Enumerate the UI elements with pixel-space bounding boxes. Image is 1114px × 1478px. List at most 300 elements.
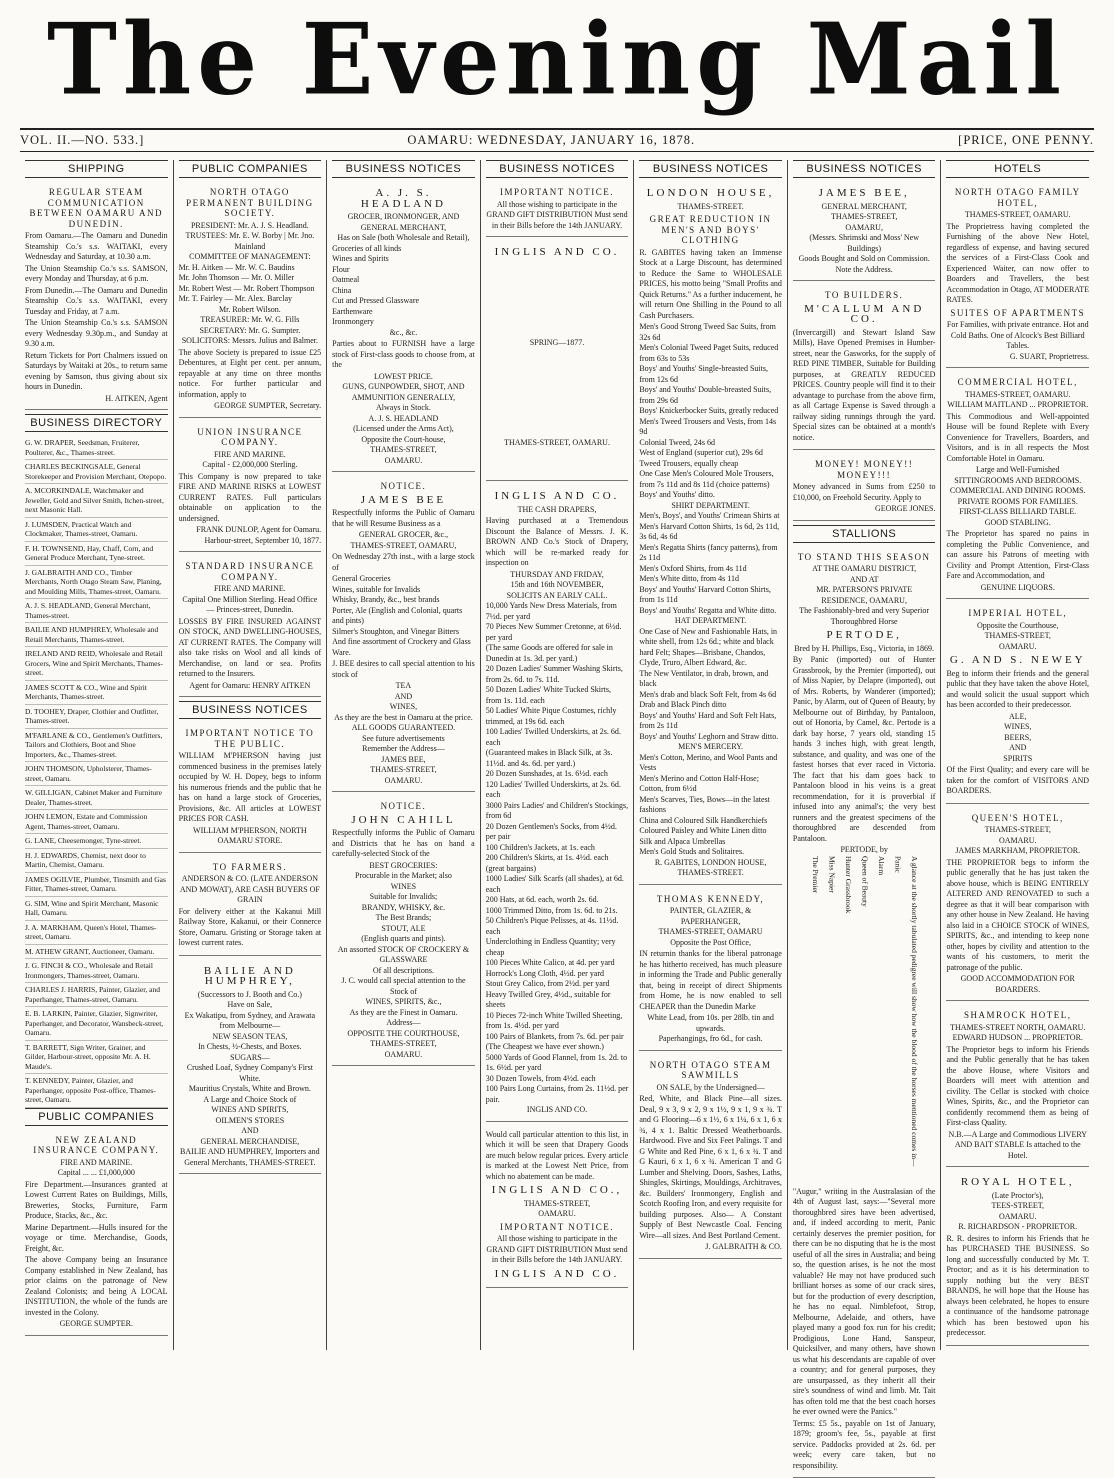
ad-address: THAMES-STREET, OAMARU [639,927,782,938]
ad-title: A. J. S. HEADLAND [332,188,475,209]
inglis-drapers-ad [486,485,629,1122]
ad-signature: GENUINE LIQUORS. [946,583,1089,594]
ad-item: Men's drab and black Soft Felt, from 4s 6d [639,690,782,701]
ad-subtitle: (Successors to J. Booth and Co.) [179,990,322,1001]
ad-line: Mr. H. Aitken — Mr. W. C. Baudins [179,263,322,274]
ad-tail: Of the First Quality; and every care will be taken for the comfort of VISITORS AND BOARDERS. [946,765,1089,797]
ad-item: Men's Oxford Shirts, from 4s 11d [639,564,782,575]
directory-entry: J. A. MARKHAM, Queen's Hotel, Thames-street, Oamaru. [25,921,168,945]
ad-line: Paperhangings, fro 6d., for cash. [639,1034,782,1045]
ad-subtitle: THE CASH DRAPERS, [486,505,629,516]
ad-line: The Best Brands; [332,913,475,924]
ad-body: Having purchased at a Tremendous Discount the Balance of Messrs. J. K. BROWN AND Co.'s Stock of Drapery, which will be re-marked ready for inspection on [486,516,629,569]
ad-line: Opposite the Court-house, [332,435,475,446]
ad-line: OILMEN'S STORES [179,1116,322,1127]
ad-body: This Commodious and Well-appointed House will be found Replete with Every Convenience for Travellers, Boarders, and Visitors, and is in all respects the Most Comfortable Hotel in Oamaru. [946,412,1089,465]
ad-item: Horrock's Long Cloth, 4½d. per yard [486,969,629,980]
ad-capital: Capital One Million Sterling. Head Office — Princes-street, Dunedin. [179,595,322,616]
ad-item: 50 Ladies' White Pique Costumes, richly trimmed, at 19s 6d. each [486,706,629,727]
ad-item: SHIRT DEPARTMENT. [639,501,782,512]
ad-title: TO FARMERS. [179,862,322,873]
ad-title: COMMERCIAL HOTEL, [946,377,1089,388]
ad-line: Of all descriptions. [332,966,475,977]
ad-body: Beg to inform their friends and the general public that they have taken the above Hotel, and would solicit the usual support which has been accorded to their predecessor. [946,669,1089,711]
directory-entry: J. G. FINCH & CO., Wholesale and Retail Ironmongers, Thames-street, Oamaru. [25,959,168,983]
ad-season: SPRING—1877. [486,338,629,349]
ad-title: JAMES BEE, [793,188,936,199]
ad-item: 50 Children's Pique Pelisses, at 4s. 11½d. each [486,916,629,937]
directory-entry: D. TOOHEY, Draper, Clothier and Outfitter, Thames-street. [25,705,168,729]
ad-line: Oatmeal [332,275,475,286]
farmers-ad [179,857,322,956]
pedigree-entry: Alarm [875,856,886,1186]
mpherson-ad [179,723,322,853]
ad-body: Money advanced in Sums from £250 to £10,000, on Freehold Security. Apply to [793,482,936,503]
ad-item: (The same Goods are offered for sale in Dunedin at 1s. 3d. per yard.) [486,643,629,664]
ad-line: THAMES-STREET, [332,765,475,776]
imperial-hotel-ad [946,603,1089,804]
shamrock-hotel-ad [946,1005,1089,1167]
ad-firm: G. AND S. NEWEY [946,655,1089,666]
directory-entry: T. BARRETT, Sign Writer, Grainer, and Gilder, Harbour-street, opposite Mr. A. H. Maude's. [25,1041,168,1075]
ad-line: A Large and Choice Stock of [179,1095,322,1106]
ad-item: Boys' and Youths' Hard and Soft Felt Hats, from 2s 11d [639,711,782,732]
ad-body: This Company is now prepared to take FIRE AND MARINE RISKS at LOWEST CURRENT RATES. Full particulars obtainable on application to the undersigned. [179,472,322,525]
ad-address: THAMES-STREET, [946,825,1089,836]
ad-item: 1000 Ladies' Silk Scarfs (all shades), at 6d. each [486,874,629,895]
ad-line: Respectfully informs the Public of Oamaru and Districts that he has on hand a carefully-selected Stock of the [332,828,475,860]
ad-item: 1000 Trimmed Ditto, from 1s. 6d. to 21s. [486,906,629,917]
ad-signature: OAMARU. [332,456,475,467]
column-2 [174,160,328,1350]
ad-body: By Panic (imported) out of Hunter Grassbrook, by the Premier (imported), out of Miss Napier, by Delapre (imported), out of Mrs. Roberts, by Wanderer (imported); Panic, by Alarm, out of Queen of Beauty, by Melbourne out of Birthday, by Pantaloon, out of Honoria, by Camel, &c. Pertode is a dark bay horse, 7 years old, standing 15 hands 3 inches high, with great length, substance, and quality, and was one of the fastest horses that ever raced in Victoria. The fact that his dam goes back to Pantaloon blood in his veins is a great recommendation, for it is proverbial if infused into any animal's; the very best runners and the greatest specimens of the thoroughbred are descended from Pantaloon. [793,655,936,844]
ad-line: General Groceries [332,574,475,585]
ad-signature: BAILIE AND HUMPHREY, Importers and General Merchants, THAMES-STREET. [179,1147,322,1168]
ad-item: 100 Children's Jackets, at 1s. each [486,843,629,854]
ad-item: Men's Regatta Shirts (fancy patterns), from 2s 11d [639,543,782,564]
column-1 [20,160,174,1350]
section-heading: BUSINESS NOTICES [639,160,782,178]
ad-quote: "Augur," writing in the Australasian of the 4th of August last, says:—"Several more thoroughbred sires have been advertised, and, if indeed according to merit, Panic certainly deserves the premier position, for there can be no disputing that he is the most useful of all the sires in Australia; and being so, the question arises, is he not the most valuable? He may not have produced such brilliant horses as some of our crack sires, but for the production of every description, he has no equal. Nimblefoot, Strop, Melbourne, Adelaide, and others, have played many a good fox run for his credit; Prodigious, Lone Hand, Sanspeur, Quicksilver, and many others, have shown us what his descendants are capable of over a country; and for general purposes, they are unsurpassed, as they inherit all their sire's soundness of wind and limb. Mr. Tait has often told me that the best coach horses he ever owned were the Panics." [793,1187,936,1418]
bee-ad [332,476,475,792]
ad-address: THAMES-STREET, OAMARU. [946,210,1089,221]
directory-entry: JAMES OGILVIE, Plumber, Tinsmith and Gas Fitter, Thames-street, Oamaru. [25,873,168,897]
ad-item: China and Coloured Silk Handkerchiefs [639,816,782,827]
building-society-ad [179,182,322,418]
ad-item: Men's Harvard Cotton Shirts, 1s 6d, 2s 11d, 3s 6d, 4s 6d [639,522,782,543]
ad-line: AT THE OAMARU DISTRICT, [793,564,936,575]
section-heading: PUBLIC COMPANIES [25,1108,168,1126]
ad-signature: G. SUART, Proprietress. [946,352,1089,363]
ad-line: Crushed Loaf, Sydney Company's First White. [179,1063,322,1084]
ad-title: INGLIS AND CO. [486,491,629,502]
directory-entry: J. LUMSDEN, Practical Watch and Clockmaker, Thames-street, Oamaru. [25,518,168,542]
sawmills-ad [639,1055,782,1259]
ad-item: 120 Ladies' Twilled Underskirts, at 2s. 6d. each [486,780,629,801]
ad-signature: GEORGE JONES. [793,504,936,515]
ad-signature: OAMARU. [332,1050,475,1061]
ad-line: Remember the Address— [332,744,475,755]
money-ad [793,454,936,521]
ad-item: Stout Grey Calico, from 2½d. per yard [486,979,629,990]
directory-entry: M. ATHEW GRANT, Auctioneer, Oamaru. [25,945,168,960]
columns [20,160,1094,1350]
directory-entry: CHARLES J. HARRIS, Painter, Glazier, and Paperhanger, Thames-street, Oamaru. [25,983,168,1007]
ad-title: TO BUILDERS. [793,290,936,301]
pedigree-entry: A glance at the shortly tabulated pedigree will show how the blood of the horses mentioned comes in— [908,856,919,1186]
masthead [0,0,1114,120]
ad-item: 30 Dozen Towels, from 4½d. each [486,1074,629,1085]
ad-line: PRESIDENT: Mr. A. J. S. Headland. [179,221,322,232]
ad-line: Whisky, Brandy, &c., best brands [332,595,475,606]
ad-item: 10 Pieces 72-inch White Twilled Sheeting, from 1s. 4½d. per yard [486,1011,629,1032]
ad-item: AND [946,743,1089,754]
directory-entry: M'FARLANE & CO., Gentlemen's Outfitters, Tailors and Clothiers, Boot and Shoe Importers, &c., Thames-street. [25,729,168,763]
ad-line: (Late Proctor's), [946,1191,1089,1202]
ad-item: 200 Hats, at 6d. each, worth 2s. 6d. [486,895,629,906]
ad-item: HAT DEPARTMENT. [639,616,782,627]
directory-entry: F. H. TOWNSEND, Hay, Chaff, Corn, and General Produce Merchant, Tyne-street. [25,542,168,566]
section-heading: STALLIONS [793,525,936,543]
ad-signature: J. GALBRAITH & CO. [639,1242,782,1253]
ad-firm: M'CALLUM AND CO. [793,304,936,325]
ad-item: 20 Dozen Sunshades, at 1s. 6½d. each [486,769,629,780]
ad-line: OAMARU, [793,223,936,234]
pedigree-entry: Panic [892,856,903,1186]
ad-line: On Wednesday 27th inst., with a large stock of [332,552,475,573]
ad-line: Silmer's Stoughton, and Vinegar Bitters [332,627,475,638]
directory-entry: W. GILLIGAN, Cabinet Maker and Furniture Dealer, Thames-street. [25,786,168,810]
ad-item: 100 Pairs Long Curtains, from 2s. 11½d. per pair. [486,1084,629,1105]
ad-line: Mr. T. Fairley — Mr. Alex. Barclay [179,294,322,305]
ad-item: Heavy Twilled Grey, 4½d., suitable for sheets [486,990,629,1011]
ad-suites: SUITES OF APARTMENTS [946,308,1089,319]
ad-item: Men's Cotton, Merino, and Wool Pants and Vests [639,753,782,774]
ad-subtitle: FIRE AND MARINE. [179,584,322,595]
ad-line: Mr. Robert West — Mr. Robert Thompson [179,284,322,295]
directory-entry: E. B. LARKIN, Painter, Glazier, Signwriter, Paperhanger, and Decorator, Wansbeck-street, Oamaru. [25,1007,168,1041]
pedigree-entry: Miss Napier [826,856,837,1186]
ad-line: ALL GOODS GUARANTEED. [332,723,475,734]
ad-item: One Case Men's Coloured Mole Trousers, from 7s 11d and 8s 11d (choice patterns) [639,469,782,490]
ad-item: 50 Dozen Ladies' White Tucked Skirts, from 1s. 11d. each [486,685,629,706]
ad-tail: GOOD ACCOMMODATION FOR BOARDERS. [946,974,1089,995]
ad-line: Mauritius Crystals, White and Brown. [179,1084,322,1095]
ad-line: THAMES-STREET, [332,1039,475,1050]
ad-title: NORTH OTAGO PERMANENT BUILDING SOCIETY. [179,187,322,219]
ad-item: Colonial Tweed, 24s 6d [639,438,782,449]
ad-line: Ironmongery [332,317,475,328]
ad-line: AND AT [793,575,936,586]
directory-entry: G. LANE, Cheesemonger, Tyne-street. [25,834,168,849]
ad-line: OPPOSITE THE COURTHOUSE, [332,1029,475,1040]
ad-body: R. GABITES having taken an Immense Stock at a Large Discount, has determined to Reduce the Same to WHOLESALE PRICES, his motto being "Small Profits and Quick Returns." As a further inducement, he will return One Shilling in the Pound to all Cash Purchasers. [639,248,782,322]
ad-signature: Agent for Oamaru: HENRY AITKEN [179,681,322,692]
ad-item: West of England (superior cut), 29s 6d [639,448,782,459]
ad-proprietor: EDWARD HUDSON ... PROPRIETOR. [946,1033,1089,1044]
ad-line: Wines and Spirits [332,254,475,265]
shipping-ad [25,182,168,410]
headland-ad [332,182,475,472]
ad-subtitle: PAINTER, GLAZIER, & PAPERHANGER, [639,906,782,927]
ad-body: Would call particular attention to this list, in which it will be seen that Drapery Goods are much below regular prices. Every article is marked at the Lowest Nett Price, from which no abatement can be made. [486,1130,629,1183]
ad-line: WINES [332,882,475,893]
ad-line: SECRETARY: Mr. G. Sumpter. [179,326,322,337]
ad-item: Men's Good Strong Tweed Sac Suits, from 32s 6d [639,322,782,343]
ad-signature: GEORGE SUMPTER, Secretary. [179,401,322,412]
ad-item: 200 Children's Skirts, at 1s. 4½d. each (great bargains) [486,853,629,874]
ad-title: NORTH OTAGO FAMILY HOTEL, [946,187,1089,208]
ad-line: The Union Steamship Co.'s s.s. SAMSON, every Monday and Thursday, at 6 p.m. [25,264,168,285]
ad-line: OAMARU. [946,1212,1089,1223]
ad-signature: R. GABITES, LONDON HOUSE, THAMES-STREET. [639,858,782,879]
ad-heading: NOTICE. [332,481,475,492]
london-house-ad [639,182,782,885]
ad-line: NEW SEASON TEAS, [179,1032,322,1043]
bailie-humphrey-ad [179,960,322,1175]
ad-call: SOLICITS AN EARLY CALL. [486,591,629,602]
section-heading: BUSINESS NOTICES [179,701,322,719]
ad-line: Has on Sale (both Wholesale and Retail), [332,233,475,244]
ad-dates: 15th and 16th NOVEMBER, [486,580,629,591]
ad-title: TO STAND THIS SEASON [793,552,936,563]
ad-subtitle: FIRE AND MARINE. [179,450,322,461]
ad-proprietor: WILLIAM MAITLAND ... PROPRIETOR. [946,400,1089,411]
ad-body: Red, White, and Black Pine—all sizes. Deal, 9 x 3, 9 x 2, 9 x 1½, 9 x 1, 9 x ¾. T and G Flooring—6 x 1½, 6 x 1¼, 6 x 1, 6 x ¾, 4 x 1. Baltic Dressed Weatherboards. Hardwood. Five and Six Feet Palings. T and G White and Red Pine, 6 x 1, 6 x ¾. T and G Kauri, 6 x 1, 6 x ¾. American T and G Lumber and Shelving. Doors, Sashes, Laths, Shingles, Skirtings, Mouldings, Architraves, &c. Builders' Ironmongery, English and Scotch Roofing Iron, and every requisite for building purposes. Also— A Constant Supply of Best Newcastle Coal. Fencing Wire—all sizes. And Best Portland Cement. [639,1094,782,1241]
ad-title: UNION INSURANCE COMPANY. [179,427,322,448]
ad-item: 3000 Pairs Ladies' and Children's Stockings, from 6d [486,801,629,822]
ad-line: Ex Wakatipu, from Sydney, and Arawata from Melbourne— [179,1011,322,1032]
ad-title: NORTH OTAGO STEAM SAWMILLS [639,1060,782,1081]
ad-line: JAMES BEE, [332,755,475,766]
ad-line: WINES AND SPIRITS, [179,1105,322,1116]
ad-item: Men's Colonial Tweed Paget Suits, reduced from 63s to 53s [639,343,782,364]
ad-signature: OAMARU. [332,776,475,787]
ad-line: Flour [332,265,475,276]
ad-body: THE PROPRIETOR begs to inform the public generally that he has just taken the above house, which is BEING ENTIRELY ALTERED AND RENOVATED to such a degree as that it will bear comparison with any other house in New Zealand. He having also laid in a CHOICE STOCK of WINES, SPIRITS, &c., and intending to keep none other, hopes by civility and attention to the wants of his customers, to merit the patronage of the public. [946,858,1089,974]
ad-item: MEN'S MERCERY. [639,742,782,753]
ad-subtitle: ON SALE, by the Undersigned— [639,1083,782,1094]
ad-line: As they are the best in Oamaru at the price. [332,713,475,724]
pedigree-table [793,856,936,1186]
ad-item: Boys' and Youths' Leghorn and Straw ditto. [639,732,782,743]
ad-address: THAMES-STREET. [639,202,782,213]
ad-line: Marine Department.—Hulls insured for the voyage or time. Merchandise, Goods, Freight, &c. [25,1223,168,1255]
pedigree-entry: Queen of Beauty [859,856,870,1186]
ad-body: All those wishing to participate in the GRAND GIFT DISTRIBUTION Must send in their Bills before the 14th JANUARY. [486,200,629,232]
ad-item: The New Ventilator, in drab, brown, and black [639,669,782,690]
ad-line: AND [179,1126,322,1137]
ad-line: SOLICITORS: Messrs. Julius and Balmer. [179,336,322,347]
family-hotel-ad [946,182,1089,368]
ad-line: WINES, [332,702,475,713]
ad-item: Men's White ditto, from 4s 11d [639,574,782,585]
ad-line: THAMES-STREET, [793,212,936,223]
directory-entry: CHARLES BECKINGSALE, General Storekeeper and Provision Merchant, Otepopo. [25,460,168,484]
ad-line: AND [332,692,475,703]
ad-item: Men's Scarves, Ties, Bows—in the latest fashions [639,795,782,816]
ad-line: (Licensed under the Arms Act), [332,424,475,435]
ad-notice-title: IMPORTANT NOTICE. [486,1222,629,1233]
cahill-ad [332,796,475,1066]
ad-signature: WILLIAM M'PHERSON, NORTH OAMARU STORE. [179,826,322,847]
ad-line: (English quarts and pints). [332,934,475,945]
ad-line: GENERAL MERCHANDISE, [179,1137,322,1148]
ad-line: From Dunedin.—The Oamaru and Dunedin Steamship Co.'s s.s. WAITAKI, every Tuesday and Friday, at 7 a.m. [25,286,168,318]
ad-item: Underclothing in Endless Quantity; very cheap [486,937,629,958]
business-directory [25,436,168,1108]
ad-line: And fine assortment of Crockery and Glass Ware. [332,637,475,658]
ad-line: The above Company being an Insurance Company established in New Zealand, has prior claims on the patronage of New Zealand Colonists; and being A LOCAL INSTITUTION, the whole of the funds are invested in the Colony. [25,1255,168,1318]
royal-hotel-ad [946,1171,1089,1346]
queens-hotel-ad [946,808,1089,1002]
ad-footer: INGLIS AND CO. [486,1269,629,1280]
directory-entry: H. J. EDWARDS, Chemist, next door to Martin, Chemist, Oamaru. [25,849,168,873]
ad-item: 20 Dozen Gentlemen's Socks, from 4½d. per pair [486,822,629,843]
ad-address: THAMES-STREET, [486,1199,629,1210]
ad-item: 70 Pieces New Summer Cretonne, at 6½d. per yard [486,622,629,643]
ad-item: (Guaranteed makes in Black Silk, at 3s. 11½d. and 4s. 6d. per yard.) [486,748,629,769]
column-7 [941,160,1094,1350]
ad-opposite: Opposite the Post Office, [639,938,782,949]
ad-body: The Proprietor begs to inform his Friends and the Public generally that he has taken the above House, where Visitors and Boarders will meet with attention and civility. The Cellar is stocked with choice Wines, Spirits, &c., and the Proprietor can confidently recommend them as being of First-class Quality. [946,1045,1089,1129]
ad-suites-sub: For Families, with private entrance. Hot and Cold Baths. One of Alcock's Best Billiard Tables. [946,320,1089,352]
ad-line: Fire Department.—Insurances granted at Lowest Current Rates on Buildings, Mills, Breweries, Stocks, Furniture, Farm Produce, Stacks, &c., &c. [25,1180,168,1222]
ad-line: The Union Steamship Co.'s s.s. SAMSON every Wednesday 9.30p.m., and Sunday at 9.30 a.m. [25,318,168,350]
directory-entry: A. MCORKINDALE, Watchmaker and Jeweller, Gold and Silver Smith, Itchen-street, next Masonic Hall. [25,484,168,518]
ad-item: Boys' and Youths' Regatta and White ditto. [639,606,782,617]
ad-title: REGULAR STEAM COMMUNICATION BETWEEN OAMARU AND DUNEDIN. [25,187,168,229]
important-notice-ad [486,182,629,237]
ad-line: An assorted STOCK OF CROCKERY & GLASSWARE [332,945,475,966]
ad-capital: Capital ... ... £1,000,000 [25,1168,168,1179]
ad-line: Large and Well-Furnished SITTINGROOMS AND BEDROOMS. [946,465,1089,486]
directory-entry: JOHN LEMON, Estate and Commission Agent, Thames-street, Oamaru. [25,810,168,834]
ad-line: The above Society is prepared to issue £25 Debentures, at Eight per cent. per annum, repayable at any time on three months notice. For further particular and information, apply to [179,348,322,401]
ad-capital: Capital - £2,000,000 Sterling. [179,460,322,471]
ad-line: Opposite the Courthouse, [946,621,1089,632]
ad-line: As they are the Finest in Oamaru. [332,1008,475,1019]
ad-line: Mr. John Thomson — Mr. O. Miller [179,273,322,284]
ad-line: Earthenware [332,307,475,318]
section-heading: SHIPPING [25,160,168,178]
ad-item: Boys' and Youths' Harvard Cotton Shirts, from 1s 11d [639,585,782,606]
ad-line: Goods Bought and Sold on Commission. [793,254,936,265]
ad-body: The Proprietress having completed the Furnishing of the above New Hotel, regardless of expense, and having secured the services of a First-Class Cook and Experienced Waiter, can now offer to Boarders and Travellers, the best Accommodation in Otago, AT MODERATE RATES. [946,222,1089,306]
ad-title: STANDARD INSURANCE COMPANY. [179,561,322,582]
ad-address: THAMES-STREET NORTH, OAMARU. [946,1023,1089,1034]
ad-title: IMPORTANT NOTICE. [486,187,629,198]
ad-address: THAMES-STREET, OAMARU. [486,438,629,449]
ad-line: Address— [332,1018,475,1029]
ad-line: THAMES-STREET, OAMARU, [332,541,475,552]
stallion-ad [793,547,936,1478]
ad-town: OAMARU. [946,836,1089,847]
ad-line: &c., &c. [332,328,475,339]
inglis-closing-ad [486,1126,629,1289]
volume-number: VOL. II.—NO. 533.] [20,133,144,148]
ad-line: Wines, suitable for Invalids [332,585,475,596]
ad-signature: FRANK DUNLOP, Agent for Oamaru. Harbour-street, September 10, 1877. [179,525,322,546]
ad-line: See future advertisements [332,734,475,745]
section-heading: BUSINESS NOTICES [332,160,475,178]
ad-item: Boys' and Youths' Single-breasted Suits, from 12s 6d [639,364,782,385]
ad-line: COMMERCIAL AND DINING ROOMS. [946,486,1089,497]
ad-line: (Messrs. Shrimski and Moss' New Buildings) [793,233,936,254]
ad-days: THURSDAY AND FRIDAY, [486,570,629,581]
union-insurance-ad [179,422,322,553]
ad-item: Men's Tweed Trousers and Vests, from 14s 9d [639,417,782,438]
ad-line: WINES, SPIRITS, &c., [332,997,475,1008]
ad-line: Always in Stock. [332,403,475,414]
ad-line: In Chests, ½-Chests, and Boxes. [179,1042,322,1053]
ad-item: (The Cheapest we have ever shown.) [486,1042,629,1053]
directory-entry: BAILIE AND HUMPHREY, Wholesale and Retail Merchants, Thames-street. [25,623,168,647]
ad-subtitle: FIRE AND MARINE. [25,1158,168,1169]
ad-proprietor: R. RICHARDSON - PROPRIETOR. [946,1222,1089,1233]
ad-line: FIRST-CLASS BILLIARD TABLE. [946,507,1089,518]
ad-line: BEST GROCERIES: [332,861,475,872]
directory-entry: J. GALBRAITH AND CO., Timber Merchants, North Otago Steam Saw, Planing, and Moulding Mills, Thames-street, Oamaru. [25,566,168,600]
kennedy-ad [639,889,782,1051]
ad-title: ROYAL HOTEL, [946,1177,1089,1188]
ad-line: GENERAL GROCER, &c., [332,530,475,541]
ad-item: 10,000 Yards New Dress Materials, from 7½d. per yard [486,601,629,622]
ad-line: MR. PATERSON'S PRIVATE RESIDENCE, OAMARU, [793,585,936,606]
ad-title: JOHN CAHILL [332,815,475,826]
ad-item: 100 Pieces White Calico, at 4d. per yard [486,958,629,969]
ad-line: TEES-STREET, [946,1201,1089,1212]
ad-item: Boys' and Youths' Double-breasted Suits, from 29s 6d [639,385,782,406]
ad-tail: The Proprietor has spared no pains in completing the Public Convenience, and can assure his Patrons of meeting with Civility and Prompt Attention, First-Class Fare and Accommodation, and [946,529,1089,582]
ad-terms: Terms: £5 5s., payable on 1st of January, 1879; groom's fee, 5s., payable at first service. Paddocks provided at 2s. 6d. per week; every care taken, but no responsibility. [793,1419,936,1472]
ad-line: From Oamaru.—The Oamaru and Dunedin Steamship Co.'s s.s. WAITAKI, every Wednesday and Saturday, at 10.30 a.m. [25,231,168,263]
ad-title: LONDON HOUSE, [639,188,782,199]
ad-line: Mr. Robert Wilson. [179,305,322,316]
column-5 [634,160,788,1350]
ad-line: Bred by H. Phillips, Esq., Victoria, in 1869. [793,644,936,655]
ad-title: THOMAS KENNEDY, [639,894,782,905]
ad-address: THAMES-STREET, OAMARU. [946,390,1089,401]
ad-line: STOUT, ALE [332,924,475,935]
ad-body: (Invercargill) and Stewart Island Saw Mills), Have Opened Premises in Humber-street, near the Gasworks, for the supply of RED PINE TIMBER, Suitable for Building purposes, at GREATLY REDUCED PRICES. Country people will find it to their advantage to purchase from the above firm, as all Cartage Expense is Saved through a railway siding runnings through the yard. Special sizes can be obtained at a month's notice. [793,328,936,444]
ad-line: A. J. S. HEADLAND [332,414,475,425]
ad-line: Groceries of all kinds [332,244,475,255]
ad-firm: ANDERSON & CO. (LATE ANDERSON AND MOWAT), ARE CASH BUYERS OF GRAIN [179,874,322,906]
ad-item: Boys' Knickerbocker Suits, greatly reduced [639,406,782,417]
ad-title: INGLIS AND CO., [486,1185,629,1196]
ad-headline: GREAT REDUCTION IN MEN'S AND BOYS' CLOTHING [639,214,782,246]
directory-entry: JAMES SCOTT & CO., Wine and Spirit Merchants, Thames-street. [25,681,168,705]
ad-signature: INGLIS AND CO. [486,1105,629,1116]
ad-signature: GEORGE SUMPTER. [25,1319,168,1330]
column-6 [788,160,942,1350]
ad-line: The Fashionably-bred and very Superior Thoroughbred Horse [793,606,936,627]
ad-line: J. C. would call special attention to the Stock of [332,976,475,997]
ad-line: Porter, Ale (English and Colonial, quarts and pints) [332,606,475,627]
ad-item: 5000 Yards of Good Flannel, from 1s. 2d. to 1s. 6½d. per yard [486,1053,629,1074]
directory-entry: T. KENNEDY, Painter, Glazier, and Paperhanger, opposite Post-office, Thames-street, Oamaru. [25,1074,168,1108]
directory-entry: G. W. DRAPER, Seedsman, Fruiterer, Poulterer, &c., Thames-street. [25,436,168,460]
inglis-spring-ad [486,241,629,481]
directory-entry: A. J. S. HEADLAND, General Merchant, Thames-street. [25,599,168,623]
ad-item: WINES, [946,722,1089,733]
column-4 [481,160,635,1350]
builders-ad [793,285,936,450]
ad-notice-body: All those wishing to participate in the GRAND GIFT DISTRIBUTION Must send in their Bills before the 14th JANUARY. [486,1234,629,1266]
ad-line: TEA [332,681,475,692]
place-and-date: OAMARU: WEDNESDAY, JANUARY 16, 1878. [407,133,695,148]
